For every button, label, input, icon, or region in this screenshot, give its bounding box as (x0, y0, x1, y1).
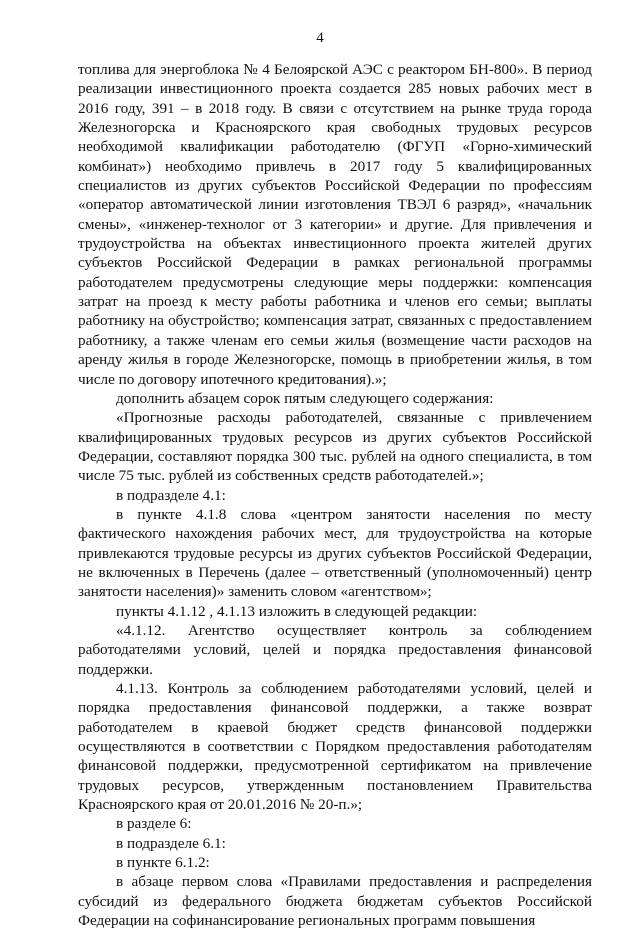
paragraph: в подразделе 4.1: (116, 486, 226, 504)
paragraph: «Прогнозные расходы работодателей, связанные с привлечением квалифицированных трудовых ресурсов из других субъектов Российской Федерации, составляют порядка 300 тыс. рублей на одного специалиста, в том числе 75 тыс. рублей из собственных средств работодателей.»; (78, 409, 592, 485)
paragraph: дополнить абзацем сорок пятым следующего содержания: (116, 389, 494, 407)
paragraph: 4.1.13. Контроль за соблюдением работодателями условий, целей и порядка предоставления финансовой поддержки, а также возврат работодателем в краевой бюджет средств финансовой поддержки осуществляются в соответствии с Порядком предоставления работодателям финансовой поддержки, предусмотренной сертификатом на привлечение трудовых ресурсов, утвержденным постановлением Правительства Красноярского края от 20.01.2016 № 20-п.»; (78, 680, 592, 814)
page-number: 4 (316, 30, 324, 46)
paragraph: «4.1.12. Агентство осуществляет контроль за соблюдением работодателями условий, целей и порядка предоставления финансовой поддержки. (78, 621, 592, 678)
paragraph: пункты 4.1.12 , 4.1.13 изложить в следующей редакции: (116, 602, 478, 620)
paragraph: в пункте 4.1.8 слова «центром занятости населения по месту фактического нахождения рабочих мест, для трудоустройства на которые привлекаются трудовые ресурсы из других субъектов Российской Федерации, не включенных в Перечень (далее – ответственный (уполномоченный) центр занятости населения)» заменить словом «агентством»; (78, 505, 592, 601)
document-body (78, 60, 592, 930)
paragraph: топлива для энергоблока № 4 Белоярской АЭС с реактором БН-800». В период реализации инвестиционного проекта создается 285 новых рабочих мест в 2016 году, 391 – в 2018 году. В связи с отсутствием на рынке труда города Железногорска и Красноярского края свободных трудовых ресурсов необходимой квалификации работодателю (ФГУП «Горно-химический комбинат») необходимо привлечь в 2017 году 5 квалифицированных специалистов из других субъектов Российской Федерации по профессиям «оператор автоматической линии изготовления ТВЭЛ 6 разряд», «начальник смены», «инженер-технолог от 3 категории» и другие. Для привлечения и трудоустройства на объектах инвестиционного проекта жителей других субъектов Российской Федерации в рамках региональной программы работодателем предусмотрены следующие меры поддержки: компенсация затрат на проезд к месту работы работника и членов его семьи; выплаты работнику на обустройство; компенсация затрат, связанных с предоставлением работнику, а также членам его семьи жилья (возмещение части расходов на аренду жилья в городе Железногорске, помощь в приобретении жилья, в том числе по договору ипотечного кредитования).»; (78, 61, 592, 388)
paragraph: в абзаце первом слова «Правилами предоставления и распределения субсидий из федерального бюджета бюджетам субъектов Российской Федерации на софинансирование региональных программ повышения (78, 873, 592, 930)
paragraph: в пункте 6.1.2: (116, 854, 210, 872)
paragraph: в разделе 6: (116, 815, 192, 833)
paragraph: в подразделе 6.1: (116, 834, 226, 852)
